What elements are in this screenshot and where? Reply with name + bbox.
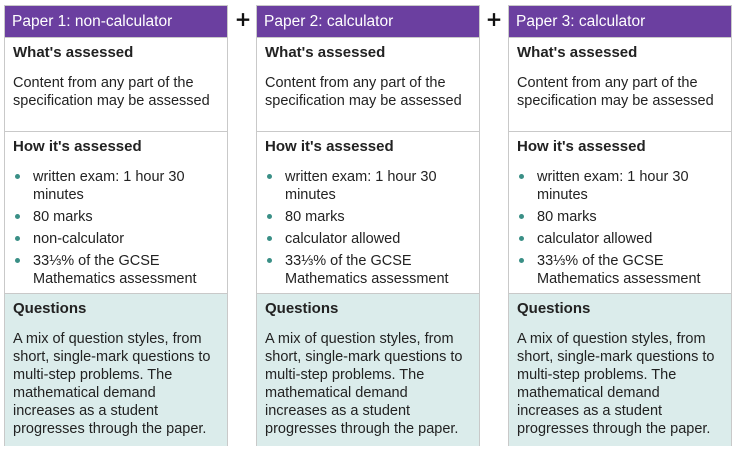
bullet-icon bbox=[519, 214, 524, 219]
list-item-text: written exam: 1 hour 30 minutes bbox=[285, 169, 437, 203]
whats-assessed-heading: What's assessed bbox=[265, 44, 386, 61]
how-assessed-heading: How it's assessed bbox=[13, 138, 142, 155]
paper-1-title: Paper 1: non-calculator bbox=[5, 6, 227, 37]
bullet-icon bbox=[267, 174, 272, 179]
list-item-text: 80 marks bbox=[285, 209, 345, 225]
questions-text: A mix of question styles, from short, single-mark questions to multi-step problems. The mathematical demand increases as a student progresses through the paper. bbox=[13, 331, 211, 437]
how-assessed-list bbox=[13, 168, 219, 288]
list-item-text: 33⅓% of the GCSE Mathematics assessment bbox=[285, 253, 449, 287]
list-item bbox=[13, 230, 219, 248]
bullet-icon bbox=[15, 258, 20, 263]
list-item-text: 80 marks bbox=[33, 209, 93, 225]
list-item bbox=[265, 230, 471, 248]
whats-assessed-text: Content from any part of the specification may be assessed bbox=[517, 75, 714, 109]
questions-heading: Questions bbox=[517, 300, 591, 317]
whats-assessed-text: Content from any part of the specification may be assessed bbox=[265, 75, 462, 109]
bullet-icon bbox=[267, 258, 272, 263]
list-item-text: 33⅓% of the GCSE Mathematics assessment bbox=[33, 253, 197, 287]
paper-3-questions-section bbox=[509, 293, 731, 446]
paper-2-whats-assessed-section bbox=[257, 37, 479, 131]
paper-2-title: Paper 2: calculator bbox=[257, 6, 479, 37]
list-item bbox=[13, 208, 219, 226]
questions-text: A mix of question styles, from short, single-mark questions to multi-step problems. The mathematical demand increases as a student progresses through the paper. bbox=[265, 331, 463, 437]
paper-3-title: Paper 3: calculator bbox=[509, 6, 731, 37]
questions-heading: Questions bbox=[265, 300, 339, 317]
list-item-text: 33⅓% of the GCSE Mathematics assessment bbox=[537, 253, 701, 287]
list-item bbox=[13, 252, 219, 288]
list-item-text: calculator allowed bbox=[537, 231, 653, 247]
bullet-icon bbox=[15, 236, 20, 241]
how-assessed-list bbox=[265, 168, 471, 288]
paper-3-how-assessed-section bbox=[509, 131, 731, 293]
whats-assessed-text: Content from any part of the specification may be assessed bbox=[13, 75, 210, 109]
list-item bbox=[517, 252, 723, 288]
list-item bbox=[13, 168, 219, 204]
bullet-icon bbox=[519, 174, 524, 179]
paper-3-card bbox=[508, 5, 732, 446]
paper-1-card bbox=[4, 5, 228, 446]
list-item-text: calculator allowed bbox=[285, 231, 401, 247]
list-item-text: 80 marks bbox=[537, 209, 597, 225]
list-item bbox=[265, 252, 471, 288]
how-assessed-list bbox=[517, 168, 723, 288]
list-item-text: written exam: 1 hour 30 minutes bbox=[537, 169, 689, 203]
list-item bbox=[517, 168, 723, 204]
bullet-icon bbox=[267, 236, 272, 241]
paper-2-card bbox=[256, 5, 480, 446]
bullet-icon bbox=[15, 214, 20, 219]
bullet-icon bbox=[519, 258, 524, 263]
paper-1-whats-assessed-section bbox=[5, 37, 227, 131]
questions-heading: Questions bbox=[13, 300, 87, 317]
paper-2-questions-section bbox=[257, 293, 479, 446]
questions-text: A mix of question styles, from short, single-mark questions to multi-step problems. The mathematical demand increases as a student progresses through the paper. bbox=[517, 331, 715, 437]
plus-icon: + bbox=[485, 7, 503, 31]
bullet-icon bbox=[267, 214, 272, 219]
list-item-text: written exam: 1 hour 30 minutes bbox=[33, 169, 185, 203]
paper-2-how-assessed-section bbox=[257, 131, 479, 293]
list-item-text: non-calculator bbox=[33, 231, 125, 247]
paper-3-whats-assessed-section bbox=[509, 37, 731, 131]
bullet-icon bbox=[519, 236, 524, 241]
list-item bbox=[517, 208, 723, 226]
paper-1-questions-section bbox=[5, 293, 227, 446]
list-item bbox=[517, 230, 723, 248]
how-assessed-heading: How it's assessed bbox=[517, 138, 646, 155]
whats-assessed-heading: What's assessed bbox=[517, 44, 638, 61]
how-assessed-heading: How it's assessed bbox=[265, 138, 394, 155]
whats-assessed-heading: What's assessed bbox=[13, 44, 134, 61]
list-item bbox=[265, 168, 471, 204]
paper-1-how-assessed-section bbox=[5, 131, 227, 293]
bullet-icon bbox=[15, 174, 20, 179]
list-item bbox=[265, 208, 471, 226]
plus-icon: + bbox=[234, 7, 252, 31]
